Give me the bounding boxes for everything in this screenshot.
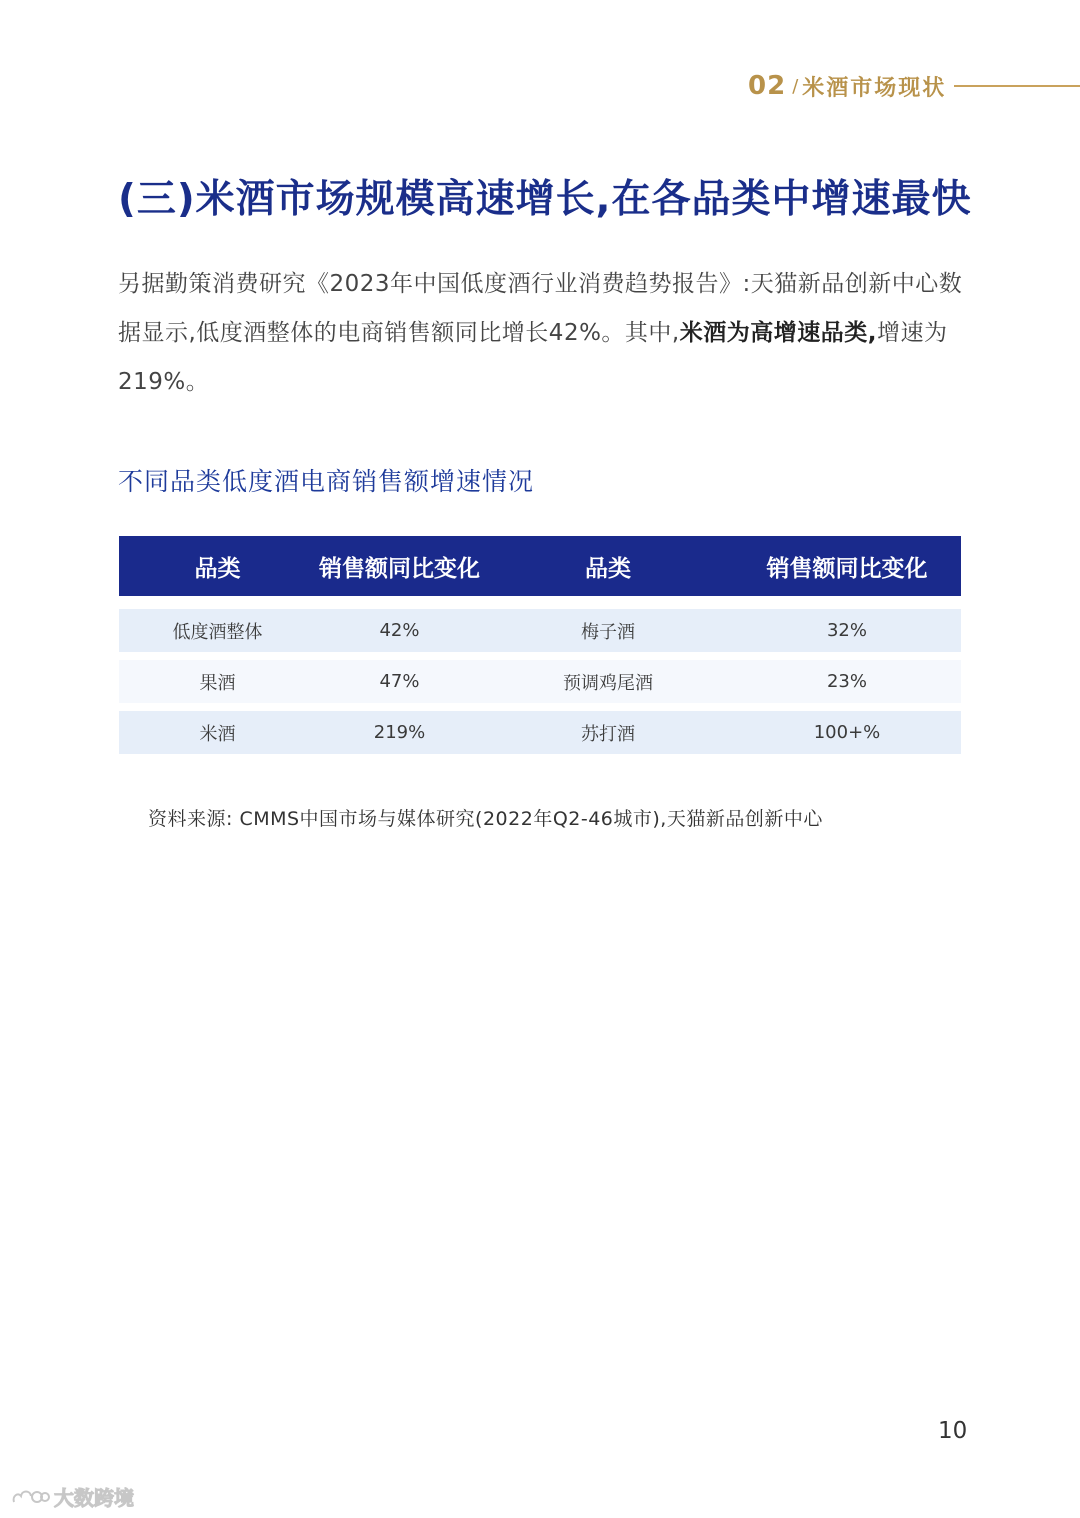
table-cell: 梅子酒 <box>483 609 733 652</box>
header-category-2: 品类 <box>483 536 733 596</box>
section-slash: / <box>792 75 799 97</box>
table-cell: 219% <box>316 711 483 754</box>
section-number: 02 <box>748 71 787 101</box>
table-cell: 果酒 <box>119 660 316 703</box>
table-cell: 低度酒整体 <box>119 609 316 652</box>
table-cell: 32% <box>733 609 961 652</box>
growth-table <box>119 536 961 754</box>
header-divider-line <box>954 85 1080 87</box>
page-number: 10 <box>938 1418 968 1444</box>
section-header <box>748 66 1080 106</box>
table-cell: 47% <box>316 660 483 703</box>
table-gap <box>119 652 961 660</box>
table-title: 不同品类低度酒电商销售额增速情况 <box>118 467 535 496</box>
table-gap <box>119 703 961 711</box>
table-cell: 42% <box>316 609 483 652</box>
table-cell: 预调鸡尾酒 <box>483 660 733 703</box>
source-note: 资料来源: CMMS中国市场与媒体研究(2022年Q2-46城市),天猫新品创新中心 <box>148 808 823 830</box>
table-row <box>119 660 961 703</box>
table-cell: 23% <box>733 660 961 703</box>
table-row <box>119 609 961 652</box>
table-row <box>119 711 961 754</box>
header-category-1: 品类 <box>119 536 316 596</box>
header-change-1: 销售额同比变化 <box>316 536 483 596</box>
watermark-text: 大数跨境 <box>54 1486 134 1510</box>
body-paragraph <box>118 260 964 407</box>
paragraph-highlight: 米酒为高增速品类, <box>679 320 877 346</box>
page-title: (三)米酒市场规模高速增长,在各品类中增速最快 <box>118 177 972 222</box>
table-cell: 100+% <box>733 711 961 754</box>
paragraph-text-3: 增速为219%。 <box>118 320 948 395</box>
table-spacer <box>119 596 961 609</box>
table-header-row <box>119 536 961 596</box>
paragraph-text-1: 另据勤策消费研究《2023年中国低度酒行业消费趋势报告》:天猫新品创新中心数据显示,低度酒整体的电商销售额同比增长42%。其中, <box>118 271 963 346</box>
cloud-logo-icon <box>10 1486 50 1508</box>
table-cell: 苏打酒 <box>483 711 733 754</box>
watermark <box>10 1482 134 1511</box>
section-name: 米酒市场现状 <box>802 75 947 101</box>
header-change-2: 销售额同比变化 <box>733 536 961 596</box>
table-cell: 米酒 <box>119 711 316 754</box>
